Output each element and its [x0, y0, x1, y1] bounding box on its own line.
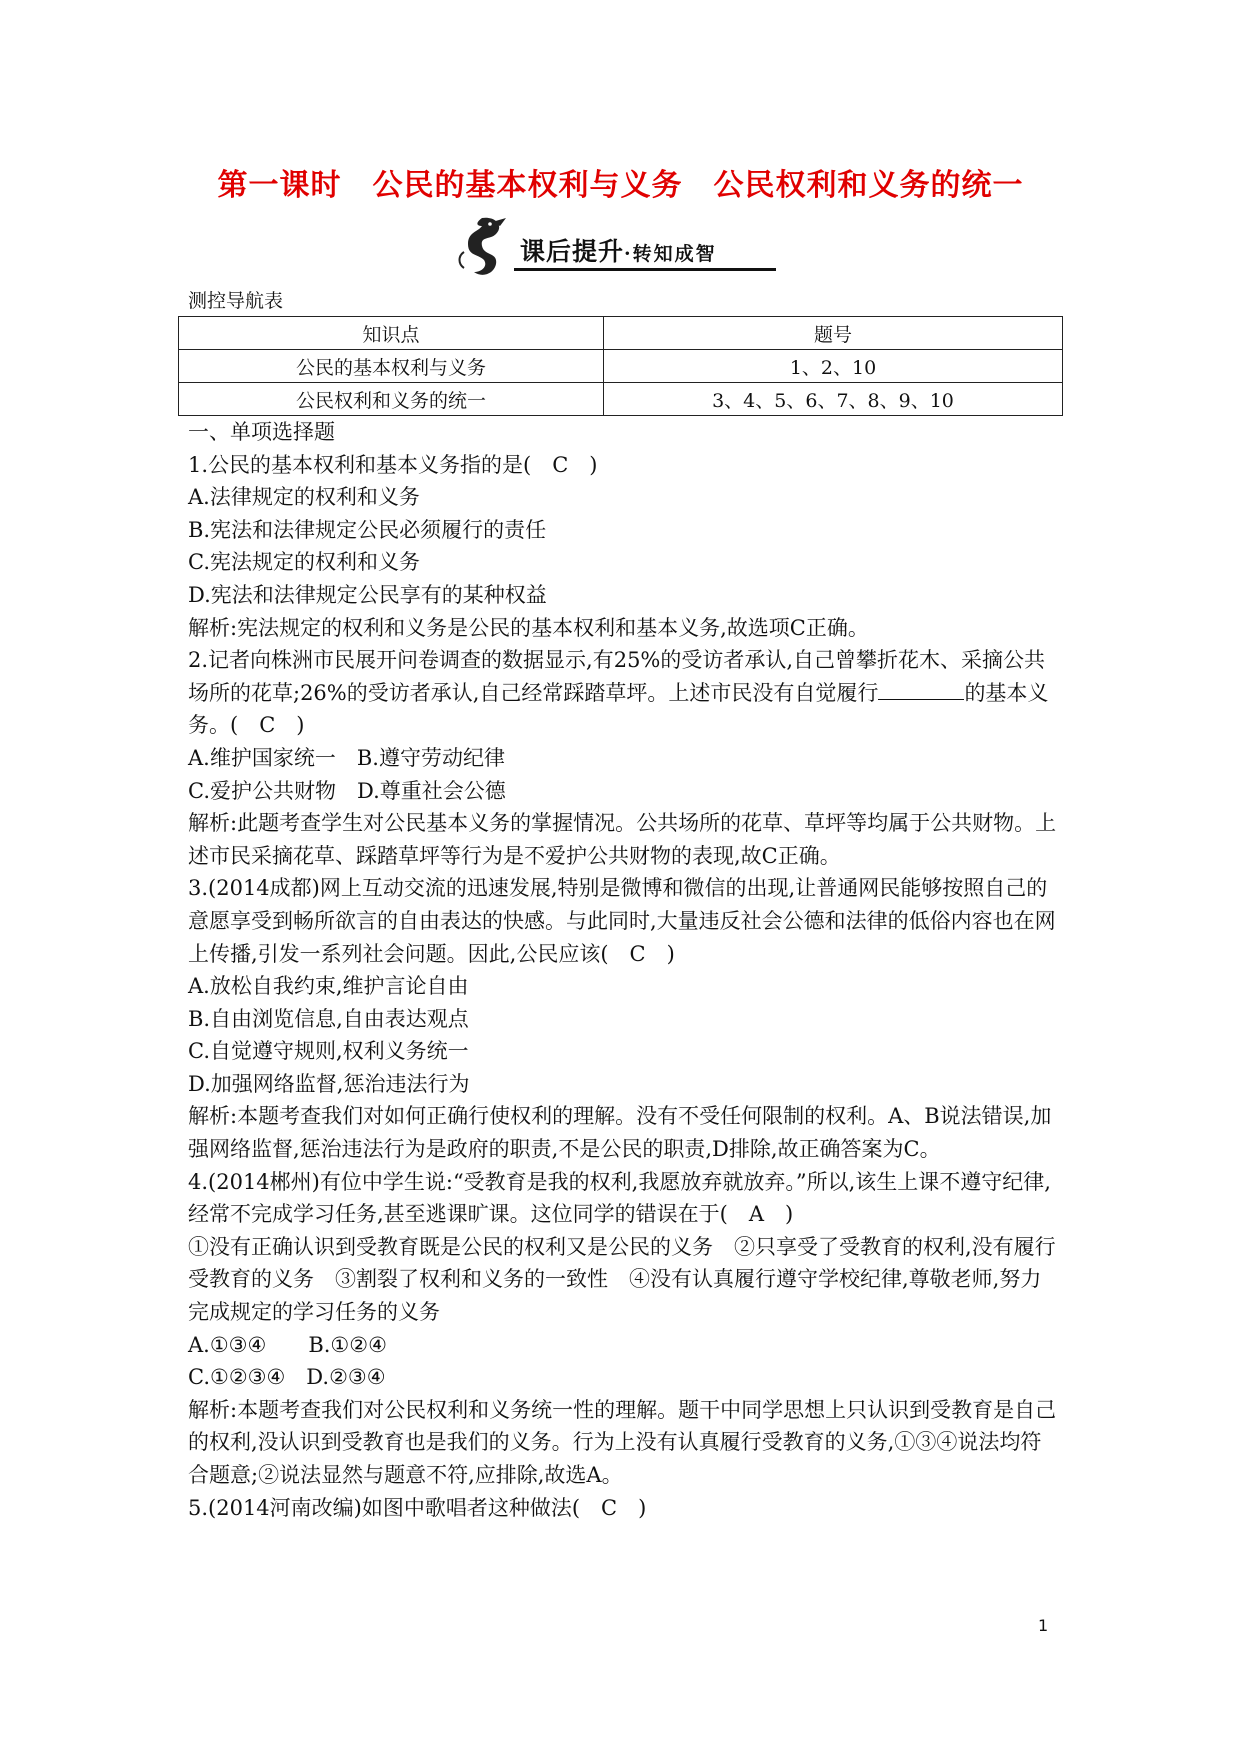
answer-blank [878, 679, 964, 700]
page-title: 第一课时 公民的基本权利与义务 公民权利和义务的统一 [217, 168, 1024, 203]
question-stem-2 [188, 644, 1058, 742]
nav-cell-question-no: 1、2、10 [604, 350, 1063, 383]
question-stem-3: 3.(2014成都)网上互动交流的迅速发展,特别是微博和微信的出现,让普通网民能够按照自己的意愿享受到畅所欲言的自由表达的快感。与此同时,大量违反社会公德和法律的低俗内容也在网上传播,引发一系列社会问题。因此,公民应该( C ) [188, 876, 1056, 966]
nav-cell-topic: 公民的基本权利与义务 [179, 350, 604, 383]
nav-header-topic: 知识点 [179, 317, 604, 350]
option: A.维护国家统一 B.遵守劳动纪律 [188, 745, 505, 770]
nav-cell-question-no: 3、4、5、6、7、8、9、10 [604, 383, 1063, 416]
banner-sub-text: ·转知成智 [624, 243, 717, 265]
option: C.爱护公共财物 D.尊重社会公德 [188, 778, 506, 803]
nav-header-question-no: 题号 [604, 317, 1063, 350]
section-banner [452, 212, 782, 282]
option: A.放松自我约束,维护言论自由 [188, 974, 469, 999]
banner-underline [514, 268, 776, 271]
stem-before-blank: 2.记者向株洲市民展开问卷调查的数据显示,有25%的受访者承认,自己曾攀折花木、采摘公共场所的花草;26%的受访者承认,自己经常踩踏草坪。上述市民没有自觉履行 [188, 648, 1046, 705]
question-stem-5: 5.(2014河南改编)如图中歌唱者这种做法( C ) [188, 1495, 647, 1520]
option: B.宪法和法律规定公民必须履行的责任 [188, 517, 547, 542]
option: D.加强网络监督,惩治违法行为 [188, 1071, 470, 1096]
nav-table [178, 316, 1063, 416]
option: A.法律规定的权利和义务 [188, 485, 420, 510]
table-row [179, 350, 1063, 383]
statements-4: ①没有正确认识到受教育既是公民的权利又是公民的义务 ②只享受了受教育的权利,没有履行受教育的义务 ③割裂了权利和义务的一致性 ④没有认真履行遵守学校纪律,尊敬老师,努力完成规定的学习任务的义务 [188, 1234, 1056, 1325]
option: C.①②③④ D.②③④ [188, 1365, 386, 1390]
option: C.自觉遵守规则,权利义务统一 [188, 1039, 469, 1064]
page-number: 1 [1038, 1616, 1049, 1635]
nav-table-header-row [179, 317, 1063, 350]
stem-after-blank: 的基本义务。( C ) [188, 680, 1049, 738]
option: D.宪法和法律规定公民享有的某种权益 [188, 582, 547, 607]
table-row [179, 383, 1063, 416]
analysis-1: 解析:宪法规定的权利和义务是公民的基本权利和基本义务,故选项C正确。 [188, 615, 869, 640]
analysis-3: 解析:本题考查我们对如何正确行使权利的理解。没有不受任何限制的权利。A、B说法错误,加强网络监督,惩治违法行为是政府的职责,不是公民的职责,D排除,故正确答案为C。 [188, 1104, 1052, 1162]
nav-table-caption: 测控导航表 [188, 290, 284, 312]
nav-cell-topic: 公民权利和义务的统一 [179, 383, 604, 416]
question-body [188, 416, 1058, 1524]
analysis-2: 解析:此题考查学生对公民基本义务的掌握情况。公共场所的花草、草坪等均属于公共财物。上述市民采摘花草、踩踏草坪等行为是不爱护公共财物的表现,故C正确。 [188, 811, 1057, 868]
analysis-4: 解析:本题考查我们对公民权利和义务统一性的理解。题干中同学思想上只认识到受教育是自己的权利,没认识到受教育也是我们的义务。行为上没有认真履行受教育的义务,①③④说法均符合题意;②说法显然与题意不符,应排除,故选A。 [188, 1397, 1057, 1487]
question-stem-4: 4.(2014郴州)有位中学生说:“受教育是我的权利,我愿放弃就放弃。”所以,该生上课不遵守纪律,经常不完成学习任务,甚至逃课旷课。这位同学的错误在于( A ) [188, 1169, 1051, 1227]
section-heading: 一、单项选择题 [188, 420, 335, 444]
banner-main-text: 课后提升 [520, 237, 625, 266]
option: B.自由浏览信息,自由表达观点 [188, 1006, 469, 1031]
option: C.宪法规定的权利和义务 [188, 550, 420, 575]
dragon-logo-icon [452, 212, 522, 282]
option: A.①③④ B.①②④ [188, 1332, 387, 1357]
banner-label [520, 232, 717, 268]
question-stem-1: 1.公民的基本权利和基本义务指的是( C ) [188, 452, 598, 477]
